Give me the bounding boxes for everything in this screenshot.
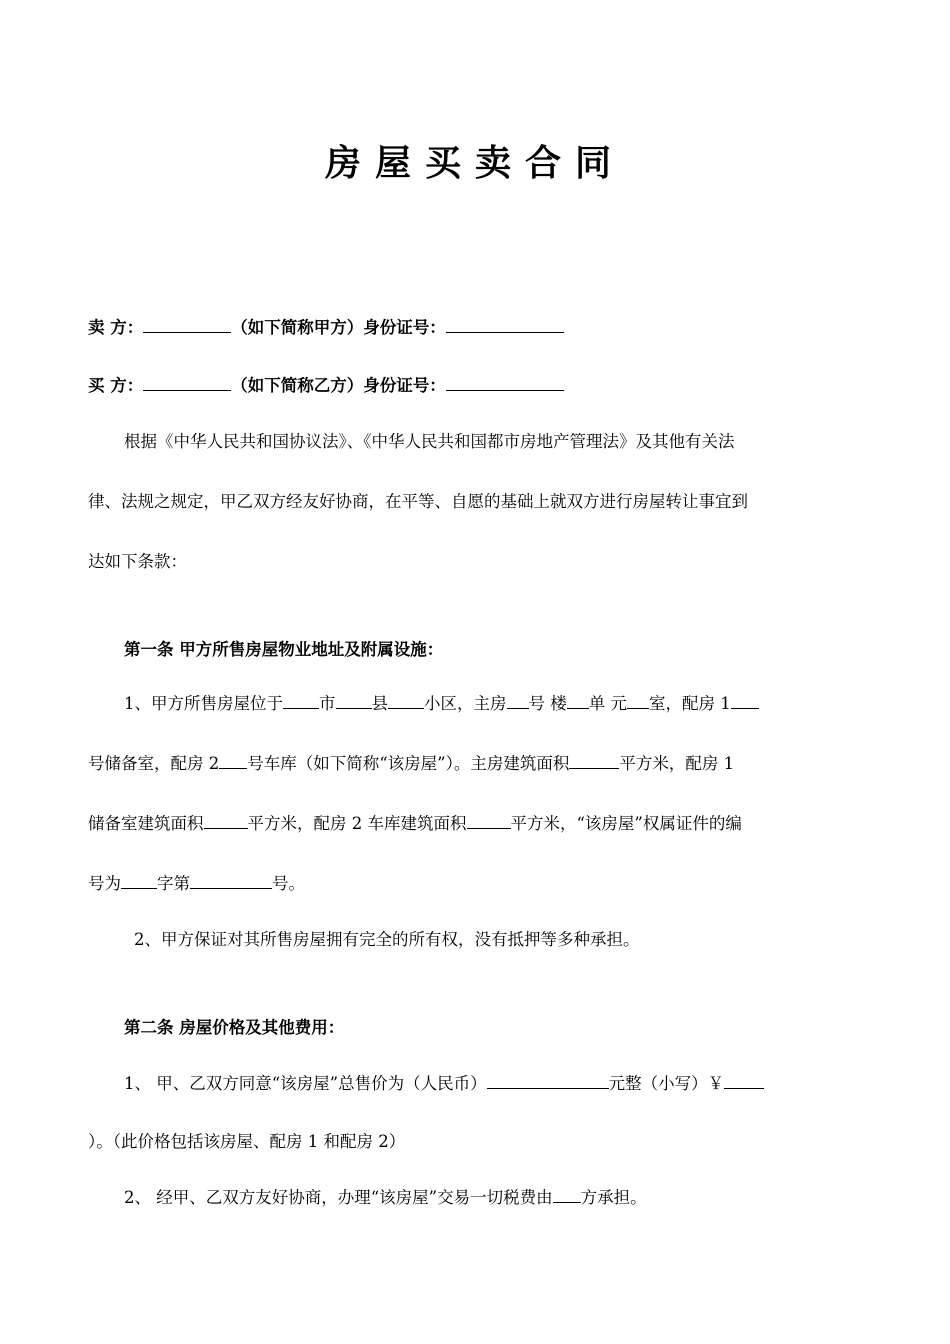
article-1-p1-line-1 xyxy=(124,694,868,714)
article-2-p2 xyxy=(124,1188,868,1208)
text-segment: 储备室建筑面积 xyxy=(88,814,204,833)
text-segment: 1、 甲、乙双方同意“该房屋”总售价为（人民币） xyxy=(124,1074,487,1093)
buyer-id-blank xyxy=(446,376,564,391)
text-segment: 元整（小写）￥ xyxy=(608,1074,725,1093)
article-1-p1-line-2 xyxy=(88,754,868,774)
article-1-p1-line-3 xyxy=(88,814,868,834)
text-segment: 2、 经甲、乙双方友好协商，办理“该房屋”交易一切税费由 xyxy=(124,1188,553,1207)
text-segment: 号储备室，配房 2 xyxy=(88,754,220,773)
buyer-name-blank xyxy=(143,376,231,391)
community-blank xyxy=(388,694,424,709)
annex1-area-blank xyxy=(204,814,248,829)
annex2-no-blank xyxy=(219,754,247,769)
room-blank xyxy=(627,694,649,709)
article-1-p2: 2、甲方保证对其所售房屋拥有完全的所有权，没有抵押等多种承担。 xyxy=(134,930,640,949)
price-words-blank xyxy=(487,1074,609,1089)
preamble-line-3: 达如下条款： xyxy=(88,552,187,571)
text-segment: 字第 xyxy=(157,874,190,893)
text-segment: 市 xyxy=(319,694,336,713)
text-segment: 县 xyxy=(371,694,388,713)
tax-party-blank xyxy=(553,1188,581,1203)
city-blank xyxy=(283,694,319,709)
seller-line xyxy=(88,318,868,338)
text-segment: 单 元 xyxy=(588,694,627,713)
article-1-p1-line-4 xyxy=(88,874,868,894)
page-title: 房屋买卖合同 xyxy=(324,143,625,184)
seller-note: （如下简称甲方）身份证号： xyxy=(231,318,446,337)
text-segment: 方承担。 xyxy=(580,1188,647,1207)
cert-number-blank xyxy=(190,874,272,889)
article-2-heading: 第二条 房屋价格及其他费用： xyxy=(124,1018,345,1037)
preamble-line-1: 根据《中华人民共和国协议法》、《中华人民共和国都市房地产管理法》及其他有关法 xyxy=(124,432,735,451)
seller-name-blank xyxy=(143,318,231,333)
cert-prefix-blank xyxy=(121,874,157,889)
annex1-no-blank xyxy=(731,694,759,709)
buyer-line xyxy=(88,376,868,396)
article-1-heading: 第一条 甲方所售房屋物业地址及附属设施： xyxy=(124,640,444,659)
text-segment: 平方米，配房 2 车库建筑面积 xyxy=(247,814,467,833)
annex2-area-blank xyxy=(467,814,511,829)
seller-id-blank xyxy=(446,318,564,333)
buyer-note: （如下简称乙方）身份证号： xyxy=(231,376,446,395)
building-blank xyxy=(507,694,529,709)
main-area-blank xyxy=(569,754,619,769)
text-segment: 号 楼 xyxy=(528,694,567,713)
unit-blank xyxy=(567,694,589,709)
text-segment: 号。 xyxy=(272,874,305,893)
text-segment: 平方米，“该房屋”权属证件的编 xyxy=(510,814,742,833)
text-segment: 1、甲方所售房屋位于 xyxy=(124,694,283,713)
text-segment: 平方米，配房 1 xyxy=(619,754,735,773)
county-blank xyxy=(336,694,372,709)
price-number-blank xyxy=(724,1074,764,1089)
seller-label: 卖 方： xyxy=(88,318,144,337)
preamble-line-2: 律、法规之规定，甲乙双方经友好协商，在平等、自愿的基础上就双方进行房屋转让事宜到 xyxy=(88,492,748,511)
text-segment: 小区，主房 xyxy=(424,694,507,713)
text-segment: 号车库（如下简称“该房屋”）。主房建筑面积 xyxy=(247,754,570,773)
article-2-p1-line-1 xyxy=(124,1074,868,1094)
buyer-label: 买 方： xyxy=(88,376,144,395)
article-2-p1-line-2: ）。（此价格包括该房屋、配房 1 和配房 2） xyxy=(88,1132,406,1151)
text-segment: 号为 xyxy=(88,874,121,893)
text-segment: 室，配房 1 xyxy=(649,694,731,713)
